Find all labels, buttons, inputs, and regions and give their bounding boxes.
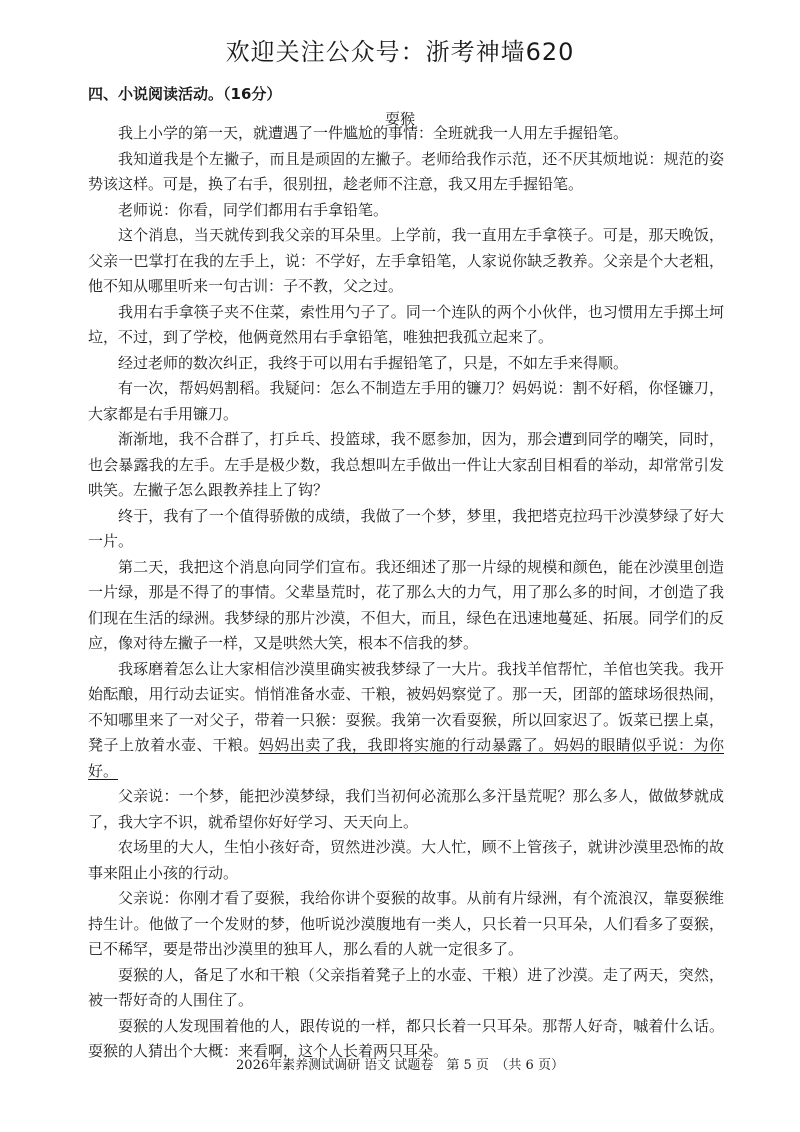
underlined-sentence: 妈妈出卖了我，我即将实施的行动暴露了。妈妈的眼睛似乎说：为你好。 — [88, 736, 724, 780]
wechat-banner: 欢迎关注公众号：浙考神墙620 — [225, 38, 575, 66]
story-paragraph: 耍猴的人，备足了水和干粮（父亲指着凳子上的水壶、干粮）进了沙漠。走了两天，突然，被一帮好奇的人围住了。 — [88, 965, 724, 1009]
story-paragraph: 耍猴的人发现围着他的人，跟传说的一样，都只长着一只耳朵。那帮人好奇，嘁着什么话。耍猴的人猜出个大概：来看啊，这个人长着两只耳朵。 — [88, 1016, 724, 1060]
story-paragraph: 第二天，我把这个消息向同学们宣布。我还细述了那一片绿的规模和颜色，能在沙漠里创造一片绿，那是不得了的事情。父辈垦荒时，花了那么大的力气，用了那么多的时间，才创造了我们现在生活的绿洲。我梦绿的那片沙漠，不但大，而且，绿色在迅速地蔓延、拓展。同学们的反应，像对待左撇子一样，又是哄然大笑，根本不信我的梦。 — [88, 557, 724, 652]
story-body — [88, 121, 724, 1065]
story-paragraph: 父亲说：一个梦，能把沙漠梦绿，我们当初何必流那么多汗垦荒呢？那么多人，做做梦就成了，我大字不识，就希望你好好学习、天天向上。 — [88, 787, 724, 831]
story-paragraph: 渐渐地，我不合群了，打乒乓、投篮球，我不愿参加，因为，那会遭到同学的嘲笑，同时，也会暴露我的左手。左手是极少数，我总想叫左手做出一件让大家刮目相看的举动，却常常引发哄笑。左撇子怎么跟教养挂上了钩？ — [88, 430, 724, 499]
story-paragraph: 我用右手拿筷子夹不住菜，索性用勺子了。同一个连队的两个小伙伴，也习惯用左手掷土坷垃，不过，到了学校，他俩竟然用右手拿铅笔，唯独把我孤立起来了。 — [88, 302, 724, 346]
story-paragraph: 经过老师的数次纠正，我终于可以用右手握铅笔了，只是，不如左手来得顺。 — [118, 353, 629, 372]
paragraph-plain-text: 我琢磨着怎么让大家相信沙漠里确实被我梦绿了一大片。我找羊倌帮忙，羊倌也笑我。我开始酝酿，用行动去证实。悄悄准备水壶、干粮，被妈妈察觉了。那一天，团部的篮球场很热闹，不知哪里来了一对父子，带着一只猴：耍猴。我第一次看耍猴，所以回家迟了。饭菜已摆上桌，凳子上放着水壶、干粮。 — [88, 659, 724, 754]
story-title: 耍猴 — [384, 110, 415, 128]
story-paragraph: 我上小学的第一天，就遭遇了一件尴尬的事情：全班就我一人用左手握铅笔。 — [118, 124, 629, 142]
story-paragraph: 父亲说：你刚才看了耍猴，我给你讲个耍猴的故事。从前有片绿洲，有个流浪汉，靠耍猴维持生计。他做了一个发财的梦，他听说沙漠腹地有一类人，只长着一只耳朵，人们看多了耍猴，已不稀罕，要是带出沙漠里的独耳人，那么看的人就一定很多了。 — [88, 889, 724, 958]
story-paragraph: 有一次，帮妈妈割稻。我疑问：怎么不制造左手用的镰刀？妈妈说：割不好稻，你怪镰刀，大家都是右手用镰刀。 — [88, 379, 724, 423]
story-paragraph: 农场里的大人，生怕小孩好奇，贸然进沙漠。大人忙，顾不上管孩子，就讲沙漠里恐怖的故事来阻止小孩的行动。 — [88, 838, 724, 882]
story-paragraph: 这个消息，当天就传到我父亲的耳朵里。上学前，我一直用左手拿筷子。可是，那天晚饭，父亲一巴掌打在我的左手上，说：不学好，左手拿铅笔，人家说你缺乏教养。父亲是个大老粗，他不知从哪里听来一句古训：子不教，父之过。 — [88, 226, 724, 295]
story-paragraph: 终于，我有了一个值得骄傲的成绩，我做了一个梦，梦里，我把塔克拉玛干沙漠梦绿了好大一片。 — [88, 506, 724, 550]
section-heading: 四、小说阅读活动。（16分） — [88, 85, 282, 103]
story-paragraph-underlined — [88, 657, 724, 785]
story-paragraph: 我知道我是个左撇子，而且是顽固的左撇子。老师给我作示范，还不厌其烦地说：规范的姿势该这样。可是，换了右手，很别扭，趁老师不注意，我又用左手握铅笔。 — [88, 149, 724, 193]
page-footer: 2026年素养测试调研 语文 试题卷 第 5 页 （共 6 页） — [236, 1058, 564, 1073]
story-paragraph: 老师说：你看，同学们都用右手拿铅笔。 — [118, 200, 389, 219]
